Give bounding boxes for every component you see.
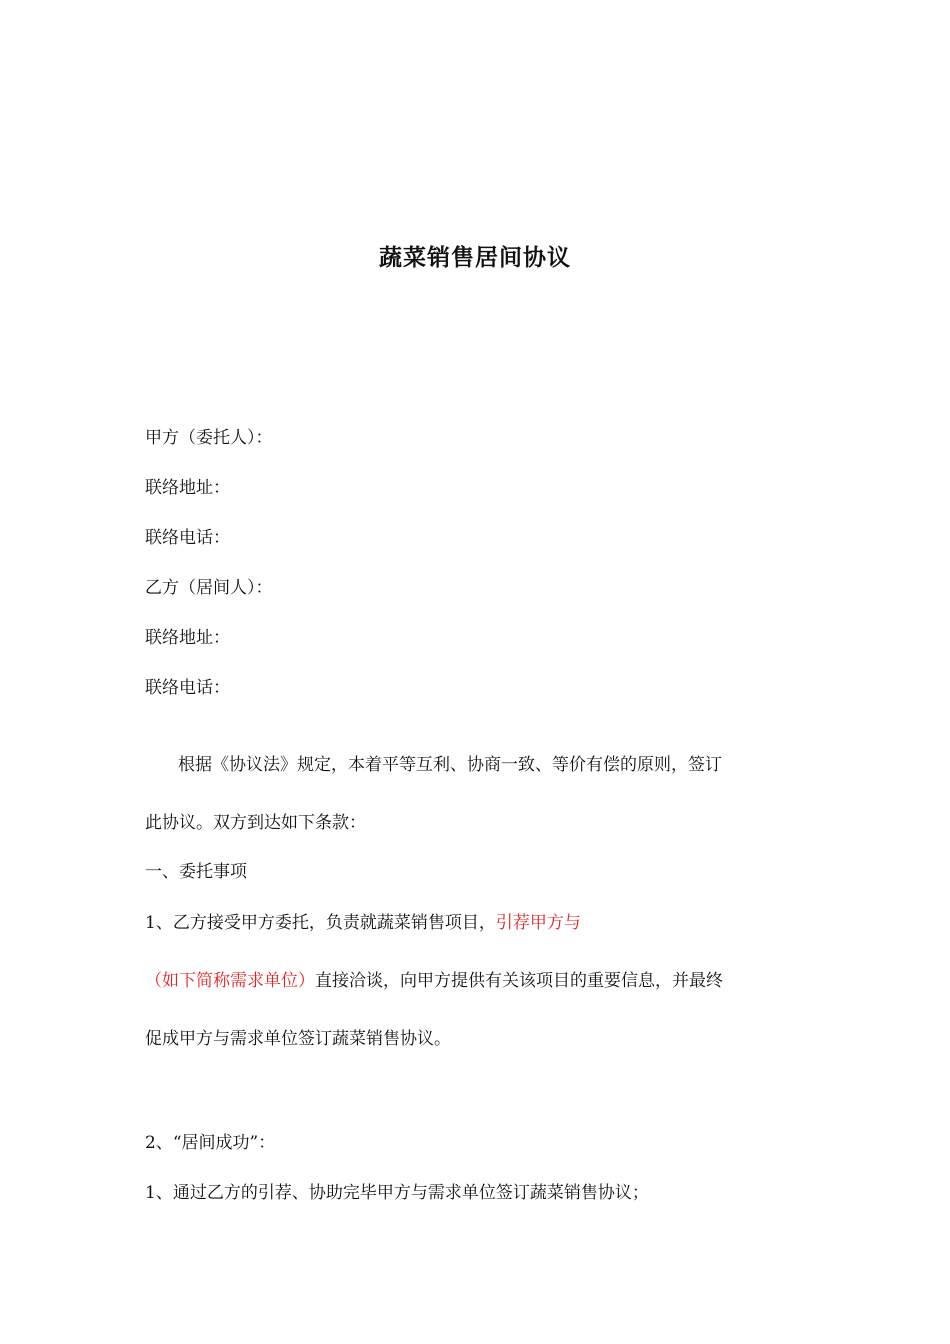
item-1-line-2-highlight: （如下简称需求单位） xyxy=(145,971,315,991)
item-1-highlight: 引荐甲方与 xyxy=(495,913,581,933)
item-1-text: 1、乙方接受甲方委托，负责就蔬菜销售项目， xyxy=(145,913,496,933)
section-1-item-1-line-2 xyxy=(145,968,723,994)
section-1-item-1-line-1 xyxy=(145,910,581,936)
item-1-line-2-text: 直接洽谈，向甲方提供有关该项目的重要信息，并最终 xyxy=(315,971,723,991)
section-2-heading: 2、“居间成功”： xyxy=(145,1133,276,1153)
section-1-heading: 一、委托事项 xyxy=(145,862,247,882)
party-b-label: 乙方（居间人）： xyxy=(145,578,273,598)
section-2-item-1: 1、通过乙方的引荐、协助完毕甲方与需求单位签订蔬菜销售协议； xyxy=(145,1183,649,1203)
party-a-phone-label: 联络电话： xyxy=(145,528,230,548)
party-a-address-label: 联络地址： xyxy=(145,478,230,498)
party-a-label: 甲方（委托人）： xyxy=(145,428,273,448)
preamble-line-1: 根据《协议法》规定，本着平等互利、协商一致、等价有偿的原则，签订 xyxy=(178,755,722,775)
document-title: 蔬菜销售居间协议 xyxy=(379,245,571,271)
preamble-line-2: 此协议。双方到达如下条款： xyxy=(145,813,366,833)
party-b-address-label: 联络地址： xyxy=(145,628,230,648)
section-1-item-1-line-3: 促成甲方与需求单位签订蔬菜销售协议。 xyxy=(145,1029,451,1049)
party-b-phone-label: 联络电话： xyxy=(145,678,230,698)
